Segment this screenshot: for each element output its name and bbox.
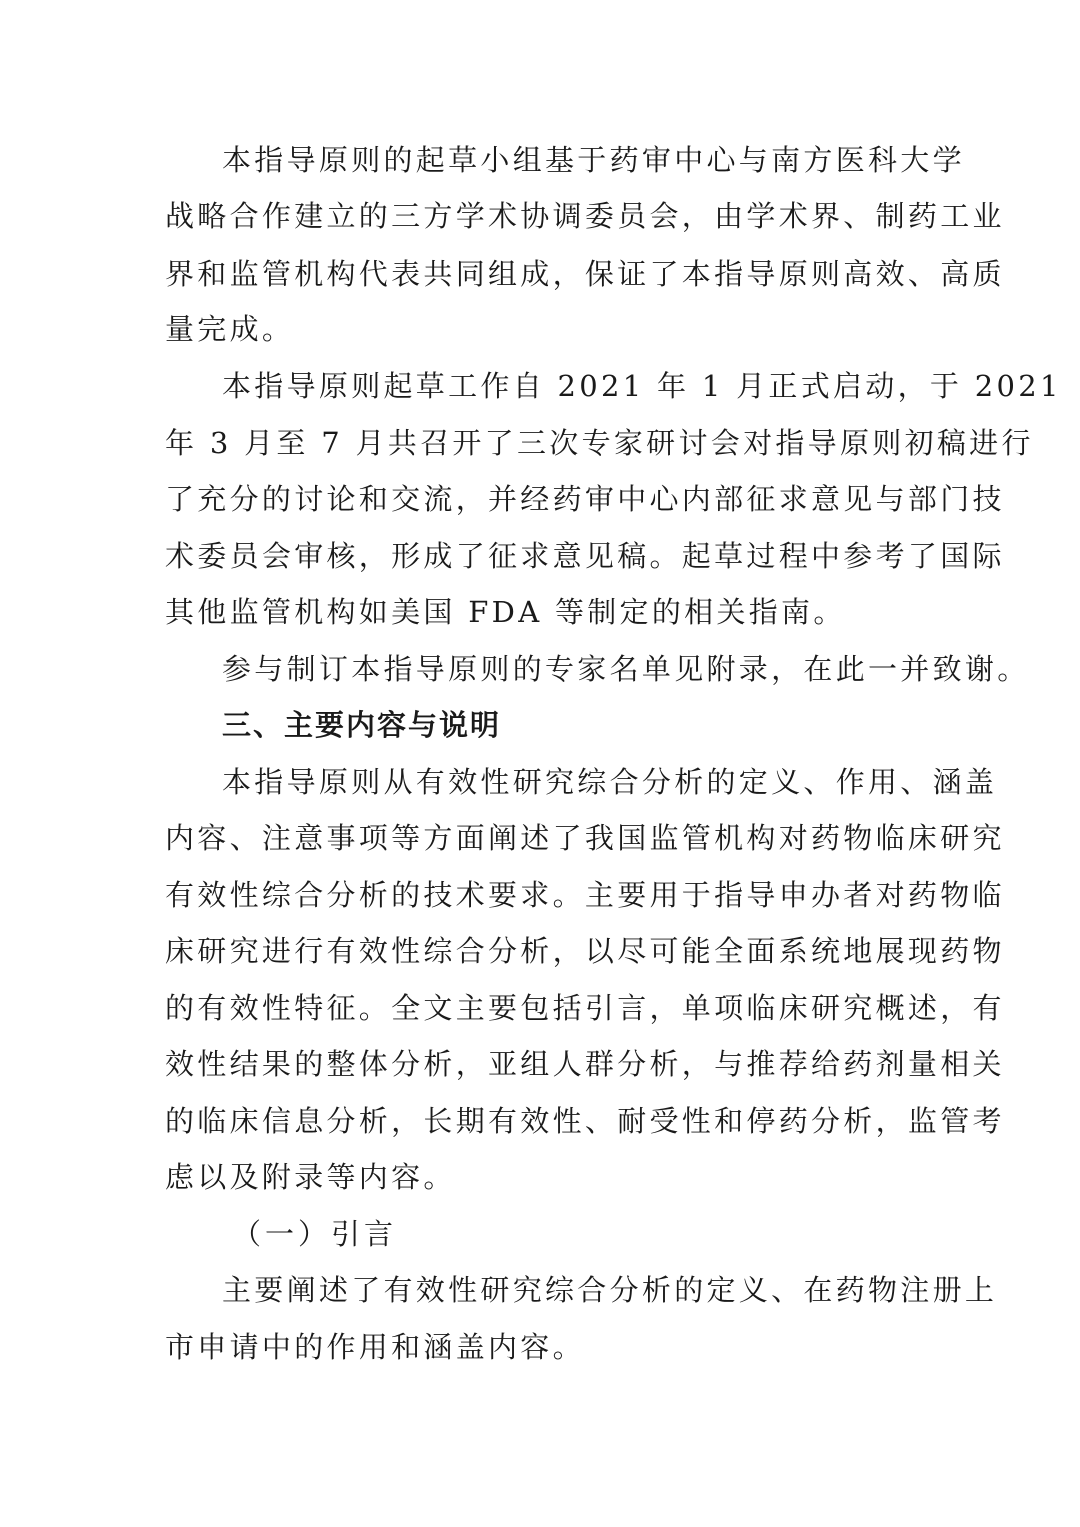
- paragraph-2-line-2: 年 3 月至 7 月共召开了三次专家研讨会对指导原则初稿进行: [165, 426, 1034, 460]
- subsection-heading: （一）引言: [232, 1217, 398, 1251]
- paragraph-2-line-4: 术委员会审核，形成了征求意见稿。起草过程中参考了国际: [165, 539, 1005, 573]
- paragraph-3-line-3: 有效性综合分析的技术要求。主要用于指导申办者对药物临: [165, 878, 1005, 912]
- paragraph-2-line-5: 其他监管机构如美国 FDA 等制定的相关指南。: [165, 595, 846, 629]
- paragraph-4-line-2: 市申请中的作用和涵盖内容。: [165, 1330, 585, 1364]
- paragraph-3-line-4: 床研究进行有效性综合分析，以尽可能全面系统地展现药物: [165, 934, 1005, 968]
- paragraph-2-line-1: 本指导原则起草工作自 2021 年 1 月正式启动，于 2021: [222, 369, 1062, 403]
- paragraph-1-line-2: 战略合作建立的三方学术协调委员会，由学术界、制药工业: [165, 199, 1005, 233]
- paragraph-3-line-8: 虑以及附录等内容。: [165, 1160, 456, 1194]
- paragraph-4-line-1: 主要阐述了有效性研究综合分析的定义、在药物注册上: [222, 1273, 998, 1307]
- paragraph-2-line-3: 了充分的讨论和交流，并经药审中心内部征求意见与部门技: [165, 482, 1005, 516]
- paragraph-3-line-2: 内容、注意事项等方面阐述了我国监管机构对药物临床研究: [165, 821, 1005, 855]
- paragraph-3-line-5: 的有效性特征。全文主要包括引言，单项临床研究概述，有: [165, 991, 1005, 1025]
- paragraph-3-line-7: 的临床信息分析，长期有效性、耐受性和停药分析，监管考: [165, 1104, 1005, 1138]
- paragraph-1-line-4: 量完成。: [165, 312, 295, 346]
- acknowledgement-line: 参与制订本指导原则的专家名单见附录，在此一并致谢。: [222, 652, 1030, 686]
- paragraph-1-line-3: 界和监管机构代表共同组成，保证了本指导原则高效、高质: [165, 257, 1005, 291]
- paragraph-3-line-1: 本指导原则从有效性研究综合分析的定义、作用、涵盖: [222, 765, 998, 799]
- paragraph-1-line-1: 本指导原则的起草小组基于药审中心与南方医科大学: [222, 143, 965, 177]
- paragraph-3-line-6: 效性结果的整体分析，亚组人群分析，与推荐给药剂量相关: [165, 1047, 1005, 1081]
- section-heading: 三、主要内容与说明: [222, 708, 502, 742]
